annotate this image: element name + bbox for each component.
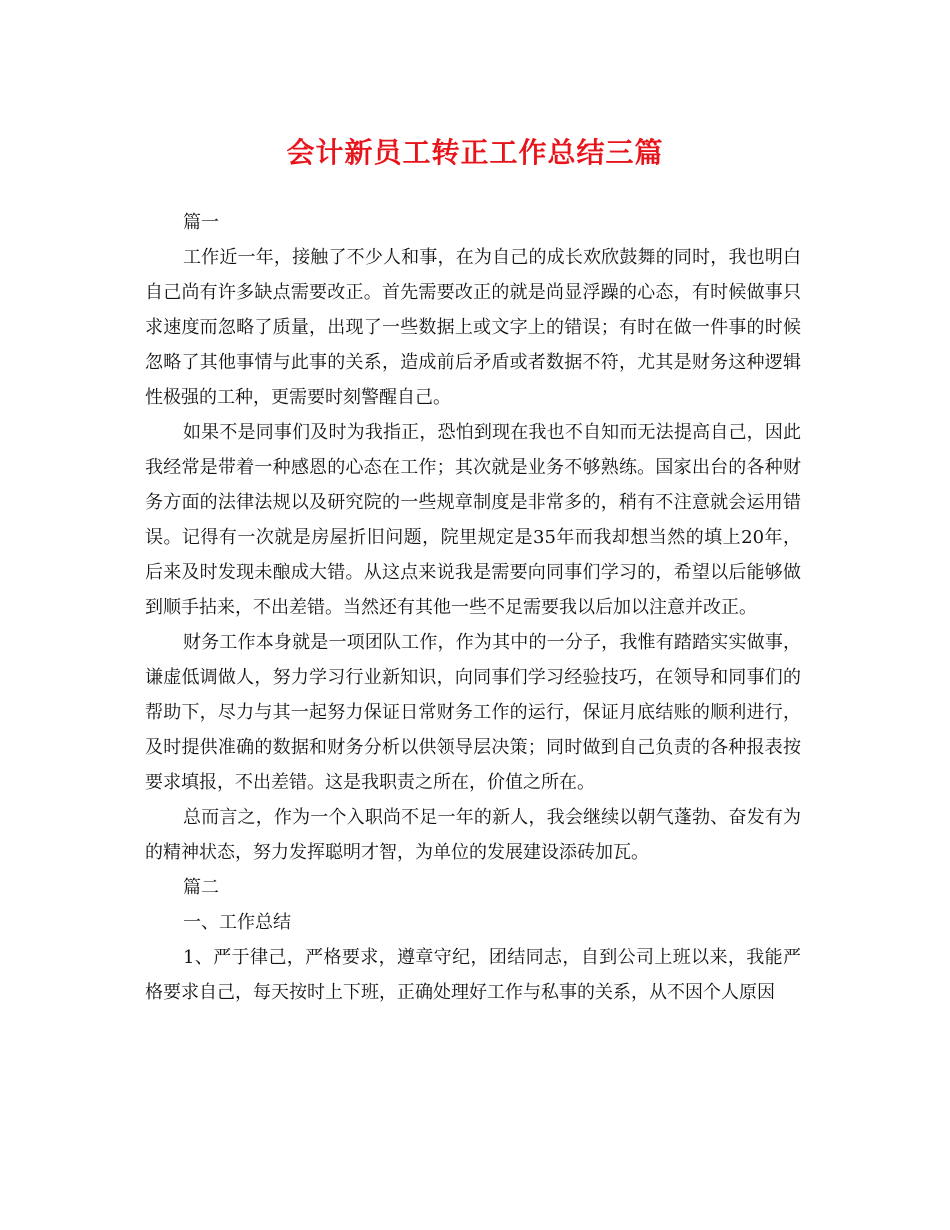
paragraph: 1、严于律己，严格要求，遵章守纪，团结同志，自到公司上班以来，我能严格要求自己，每天按时上下班，正确处理好工作与私事的关系，从不因个人原因 — [145, 947, 801, 1003]
paragraph: 财务工作本身就是一项团队工作，作为其中的一分子，我惟有踏踏实实做事，谦虚低调做人，努力学习行业新知识，向同事们学习经验技巧，在领导和同事们的帮助下，尽力与其一起努力保证日常财务工作的运行，保证月底结账的顺利进行，及时提供准确的数据和财务分析以供领导层决策；同时做到自己负责的各种报表按要求填报，不出差错。这是我职责之所在，价值之所在。 — [145, 632, 801, 793]
subheading-work-summary: 一、工作总结 — [183, 912, 291, 933]
paragraph: 如果不是同事们及时为我指正，恐怕到现在我也不自知而无法提高自己，因此我经常是带着一种感恩的心态在工作；其次就是业务不够熟练。国家出台的各种财务方面的法律法规以及研究院的一些规章制度是非常多的，稍有不注意就会运用错误。记得有一次就是房屋折旧问题，院里规定是35年而我却想当然的填上20年，后来及时发现未酿成大错。从这点来说我是需要向同事们学习的，希望以后能够做到顺手拈来，不出差错。当然还有其他一些不足需要我以后加以注意并改正。 — [145, 422, 801, 618]
document-title: 会计新员工转正工作总结三篇 — [286, 136, 664, 169]
paragraph: 工作近一年，接触了不少人和事，在为自己的成长欢欣鼓舞的同时，我也明白自己尚有许多缺点需要改正。首先需要改正的就是尚显浮躁的心态，有时候做事只求速度而忽略了质量，出现了一些数据上或文字上的错误；有时在做一件事的时候忽略了其他事情与此事的关系，造成前后矛盾或者数据不符，尤其是财务这种逻辑性极强的工种，更需要时刻警醒自己。 — [145, 247, 801, 408]
section-heading-part-two: 篇二 — [183, 877, 219, 898]
document-body — [145, 205, 801, 1010]
section-heading-part-one: 篇一 — [183, 212, 219, 233]
paragraph: 总而言之，作为一个入职尚不足一年的新人，我会继续以朝气蓬勃、奋发有为的精神状态，努力发挥聪明才智，为单位的发展建设添砖加瓦。 — [145, 807, 801, 863]
